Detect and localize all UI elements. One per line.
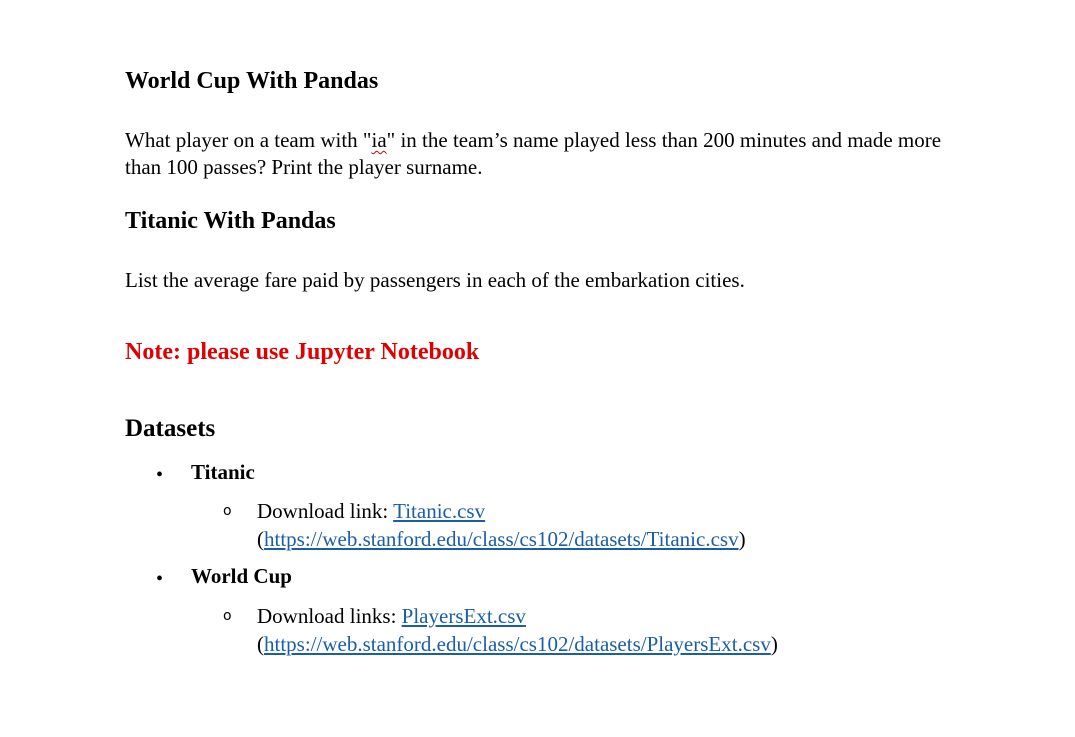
open-paren: ( <box>257 632 264 656</box>
worldcup-question-start: What player on a team with " <box>125 128 372 152</box>
sub-bullet-icon: o <box>223 608 232 624</box>
titanic-heading: Titanic With Pandas <box>125 208 336 234</box>
bullet-icon: • <box>156 464 164 486</box>
bullet-icon: • <box>156 568 164 590</box>
titanic-question: List the average fare paid by passengers in each of the embarkation cities. <box>125 268 745 292</box>
players-file-link[interactable]: PlayersExt.csv <box>401 604 526 628</box>
sub-bullet-icon: o <box>223 503 232 519</box>
worldcup-question-end: " in the team’s name played less than 200 minutes and made more than 100 passes? Print the player surname. <box>125 128 942 179</box>
datasets-heading: Datasets <box>125 415 216 442</box>
dataset-title-worldcup: World Cup <box>191 564 292 588</box>
jupyter-note: Note: please use Jupyter Notebook <box>125 339 480 365</box>
dataset-download-worldcup <box>257 602 778 658</box>
worldcup-question <box>125 127 955 181</box>
open-paren: ( <box>257 527 264 551</box>
download-label: Download link: <box>257 499 394 523</box>
close-paren: ) <box>770 632 778 656</box>
titanic-url-link[interactable]: https://web.stanford.edu/class/cs102/datasets/Titanic.csv <box>264 527 739 551</box>
titanic-file-link[interactable]: Titanic.csv <box>393 499 486 523</box>
dataset-download-titanic <box>257 497 746 553</box>
worldcup-heading: World Cup With Pandas <box>125 68 379 94</box>
dataset-title-titanic: Titanic <box>191 460 255 484</box>
players-url-link[interactable]: https://web.stanford.edu/class/cs102/datasets/PlayersExt.csv <box>264 632 771 656</box>
close-paren: ) <box>738 527 746 551</box>
download-label: Download links: <box>257 604 402 628</box>
spellcheck-flagged-word[interactable]: ia <box>371 128 387 152</box>
